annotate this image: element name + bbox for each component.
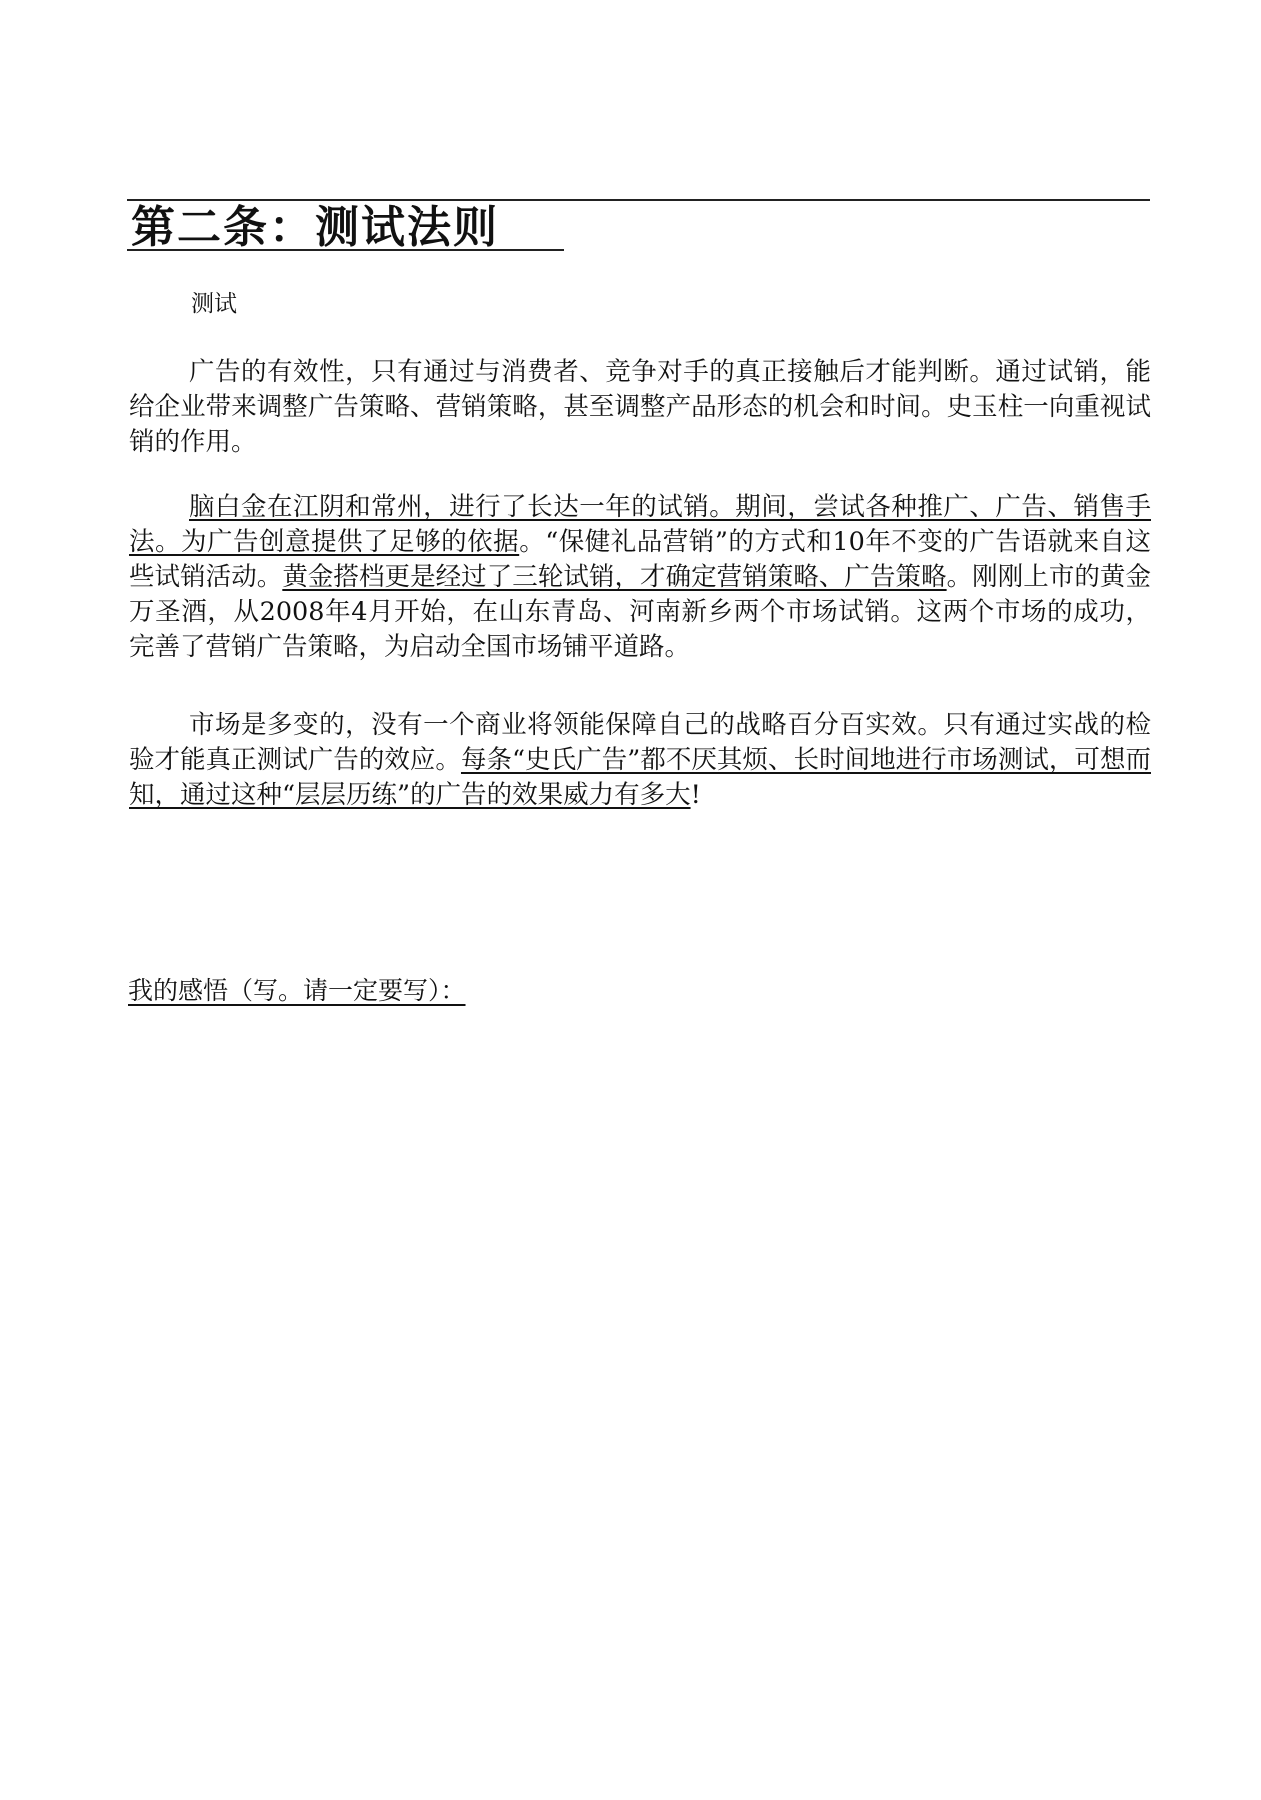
paragraph-2-underlined-1: 脑白金在江阴和常州，进行了长达一年的试销。期间，尝试各种推广、广告、销售手法。为广告创意提供了足够的依据 <box>129 492 1151 557</box>
paragraph-3-text: 市场是多变的，没有一个商业将领能保障自己的战略百分百实效。只有通过实战的检验才能真正测试广告的效应。 <box>129 710 1151 775</box>
paragraph-3 <box>129 708 1151 813</box>
paragraph-1 <box>129 355 1151 460</box>
paragraph-2-text-2: 。刚刚上市的黄金万圣酒，从2008年4月开始，在山东青岛、河南新乡两个市场试销。这两个市场的成功，完善了营销广告策略，为启动全国市场铺平道路。 <box>129 562 1151 662</box>
subheading: 测试 <box>191 291 237 317</box>
reflection-prompt: 我的感悟（写。请一定要写）： <box>128 976 466 1005</box>
top-horizontal-rule <box>127 199 1150 201</box>
section-title: 第二条：测试法则 <box>131 202 499 253</box>
title-underline <box>127 249 564 251</box>
paragraph-2-text-1: 。“保健礼品营销”的方式和10年不变的广告语就来自这些试销活动。 <box>129 527 1151 592</box>
paragraph-2 <box>129 490 1151 665</box>
paragraph-1-text: 广告的有效性，只有通过与消费者、竞争对手的真正接触后才能判断。通过试销，能给企业带来调整广告策略、营销策略，甚至调整产品形态的机会和时间。史玉柱一向重视试销的作用。 <box>129 357 1151 457</box>
paragraph-2-underlined-2: 黄金搭档更是经过了三轮试销，才确定营销策略、广告策略 <box>282 562 947 592</box>
paragraph-3-end-mark: ! <box>690 780 701 810</box>
paragraph-3-underlined: 每条“史氏广告”都不厌其烦、长时间地进行市场测试，可想而知，通过这种“层层历练”的广告的效果威力有多大 <box>129 745 1151 810</box>
